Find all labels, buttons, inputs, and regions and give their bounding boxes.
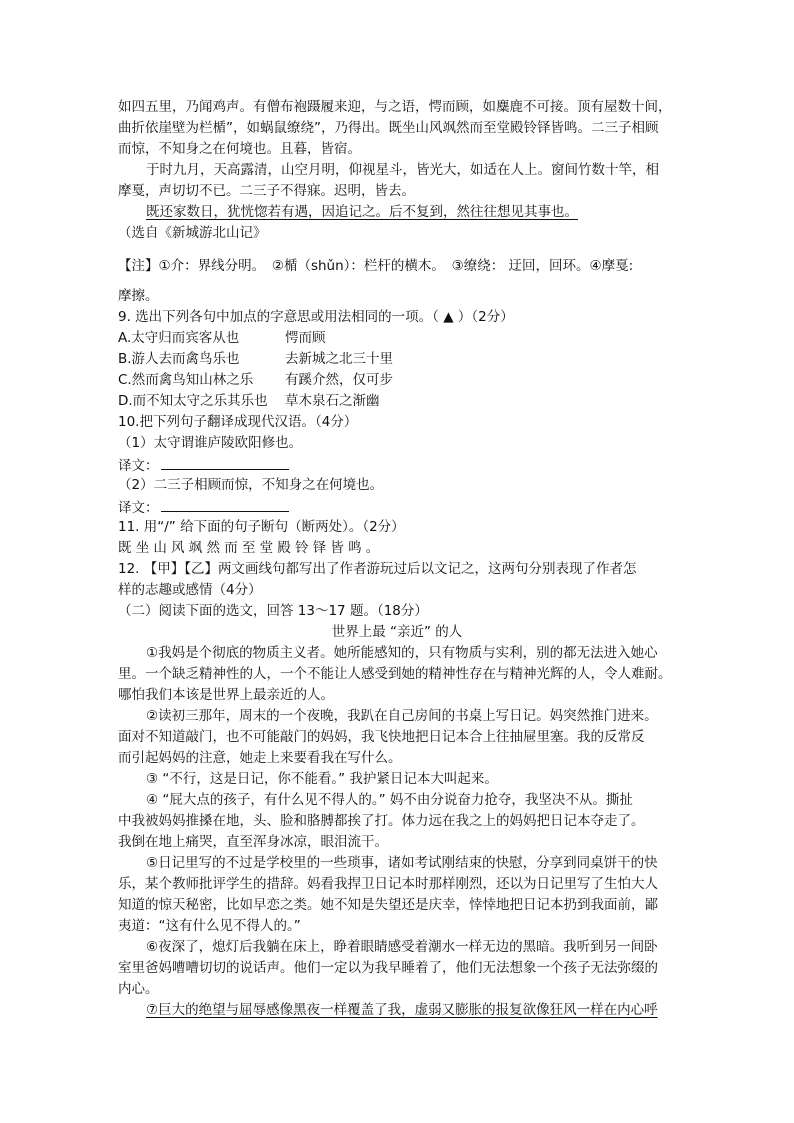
passage-line: 如四五里，乃闻鸡声。有僧布袍蹑履来迎，与之语，愕而顾，如麋鹿不可接。顶有屋数十间，	[118, 99, 672, 115]
story-line: 乐，某个教师批评学生的措辞。妈看我捍卫日记本时那样刚烈，还以为日记里写了生怕大人	[118, 876, 658, 892]
answer-blank[interactable]	[161, 496, 289, 512]
story-line: ④ “屁大点的孩子，有什么见不得人的。” 妈不由分说奋力抢夺，我坚决不从。撕扯	[146, 792, 633, 808]
story-line: 夷道：“这有什么见不得人的。”	[118, 918, 301, 934]
question-11-stem: 11. 用“/” 给下面的句子断句（断两处）。（2分）	[118, 519, 405, 535]
question-10-sentence-1: （1）太守谓谁庐陵欧阳修也。	[118, 435, 303, 451]
question-9-option-b	[118, 349, 393, 370]
question-10-stem: 10.把下列句子翻译成现代汉语。（4分）	[118, 414, 358, 430]
story-line: ①我妈是个彻底的物质主义者。她所能感知的，只有物质与实利，别的都无法进入她心	[146, 645, 658, 661]
question-12-line: 样的志趣或感情（4分）	[118, 582, 262, 598]
option-sentence: A.太守归而宾客从也	[118, 330, 240, 346]
answer-label: 译文：	[118, 458, 159, 474]
passage-line: 于时九月，天高露清，山空月明，仰视星斗，皆光大，如适在人上。窗间竹数十竿，相	[146, 162, 659, 178]
question-9-option-a	[118, 328, 326, 349]
passage-line: 而惊，不知身之在何境也。且暮，皆宿。	[118, 141, 361, 157]
option-compare: 草木泉石之渐幽	[285, 393, 380, 409]
question-9-stem: 9. 选出下列各句中加点的字意思或用法相同的一项。（ ▲ ）（2分）	[118, 309, 514, 325]
notes-line: 摩擦。	[118, 288, 159, 304]
underlined-sentence: ⑦巨大的绝望与屈辱感像黑夜一样覆盖了我，虚弱又膨胀的报复欲像狂风一样在内心呼	[146, 1002, 658, 1018]
story-line: ③ “不行，这是日记，你不能看。” 我护紧日记本大叫起来。	[146, 771, 498, 787]
story-line: 内心。	[118, 981, 159, 997]
question-12-line: 12. 【甲】【乙】两文画线句都写出了作者游玩过后以文记之，这两句分别表现了作者怎	[118, 561, 637, 577]
story-line: 面对不知道敲门，也不可能敲门的妈妈，我飞快地把日记本合上往抽屉里塞。我的反常反	[118, 729, 645, 745]
section-2-stem: （二）阅读下面的选文，回答 13～17 题。（18分）	[118, 603, 428, 619]
option-compare: 愕而顾	[285, 330, 326, 346]
option-sentence: C.然而禽鸟知山林之乐	[118, 372, 254, 388]
option-compare: 去新城之北三十里	[285, 351, 393, 367]
question-11-sentence: 既坐山风飒然而至堂殿铃铎皆鸣。	[118, 540, 384, 556]
story-line: ②读初三那年，周末的一个夜晚，我趴在自己房间的书桌上写日记。妈突然推门进来。	[146, 708, 658, 724]
underlined-sentence: 既还家数日，犹恍惚若有遇，因追记之。后不复到，然往往想见其事也。	[146, 204, 578, 220]
answer-blank[interactable]	[161, 454, 289, 470]
passage-line: 曲折依崖壁为栏楯”，如蜗鼠缭绕”，乃得出。既坐山风飒然而至堂殿铃铎皆鸣。二三子相顾	[118, 120, 659, 136]
option-sentence: D.而不知太守之乐其乐也	[118, 393, 268, 409]
story-line: 而引起妈妈的注意，她走上来要看我在写什么。	[118, 750, 402, 766]
story-line: 我倒在地上痛哭，直至浑身冰凉，眼泪流干。	[118, 834, 388, 850]
option-compare: 有蹊介然，仅可步	[285, 372, 393, 388]
story-line: 中我被妈妈推搡在地，头、脸和胳膊都挨了打。体力远在我之上的妈妈把日记本夺走了。	[118, 813, 645, 829]
notes-line: 【注】①介：界线分明。 ②楯（shǔn）：栏杆的横木。 ③缭绕： 迂回，回环。④摩戛:	[118, 258, 634, 274]
question-10-sentence-2: （2）二三子相顾而惊，不知身之在何境也。	[118, 477, 384, 493]
passage-line: 摩戛，声切切不已。二三子不得寐。迟明，皆去。	[118, 183, 415, 199]
answer-line-2	[118, 496, 289, 519]
article-title: 世界上最 “亲近” 的人	[331, 624, 463, 640]
story-line: 室里爸妈嘈嘈切切的说话声。他们一定以为我早睡着了，他们无法想象一个孩子无法弥缀的	[118, 960, 658, 976]
passage-source: （选自《新城游北山记》	[118, 225, 267, 241]
story-line: 知道的惊天秘密，比如早恋之类。她不知是失望还是庆幸，悻悻地把日记本扔到我面前，鄙	[118, 897, 658, 913]
question-9-option-d	[118, 391, 380, 412]
answer-label: 译文：	[118, 500, 159, 516]
story-line: 里。一个缺乏精神性的人，一个不能让人感受到她的精神性存在与精神光辉的人，令人难耐。	[118, 666, 672, 682]
story-line: ⑤日记里写的不过是学校里的一些琐事，诸如考试刚结束的快慰，分享到同桌饼干的快	[146, 855, 658, 871]
question-9-option-c	[118, 370, 393, 391]
answer-line-1	[118, 454, 289, 477]
story-line: 哪怕我们本该是世界上最亲近的人。	[118, 687, 334, 703]
option-sentence: B.游人去而禽鸟乐也	[118, 351, 240, 367]
story-line: ⑥夜深了，熄灯后我躺在床上，睁着眼睛感受着潮水一样无边的黑暗。我听到另一间卧	[146, 939, 658, 955]
